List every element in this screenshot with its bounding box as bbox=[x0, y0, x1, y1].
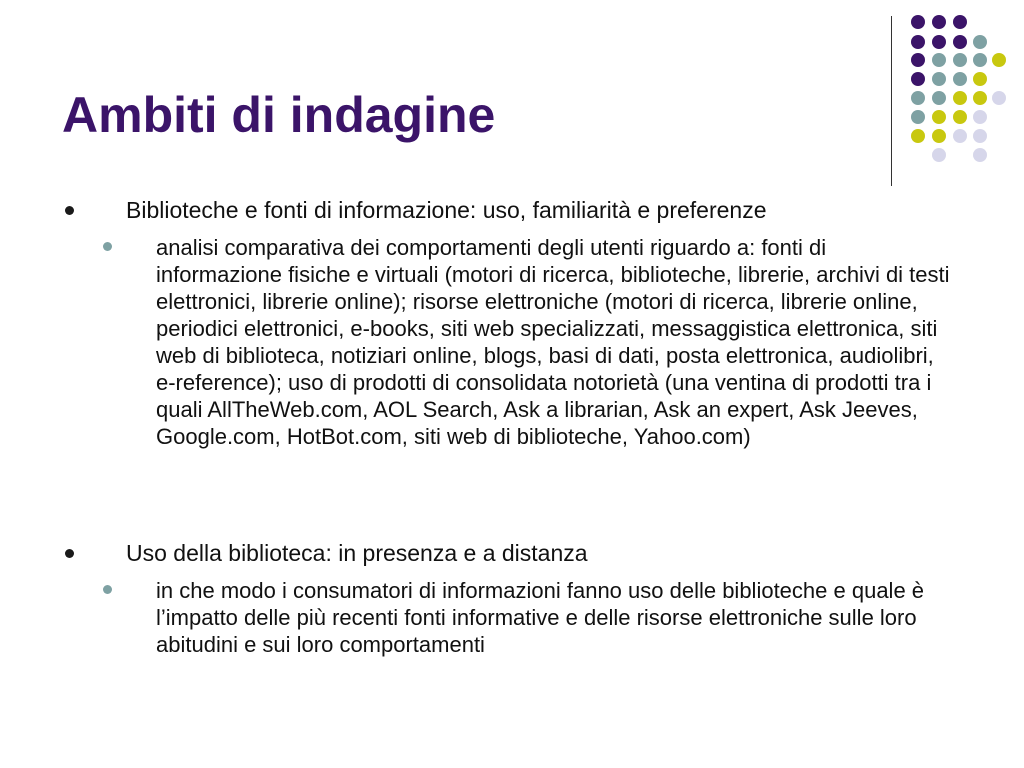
purple-dot bbox=[911, 53, 925, 67]
purple-dot bbox=[953, 35, 967, 49]
bullet-dot bbox=[65, 549, 74, 558]
lavender-dot bbox=[932, 148, 946, 162]
lavender-dot bbox=[992, 91, 1006, 105]
dot-grid-decoration bbox=[0, 0, 1024, 200]
lime-dot bbox=[953, 91, 967, 105]
lime-dot bbox=[932, 129, 946, 143]
teal-dot bbox=[973, 35, 987, 49]
lime-dot bbox=[973, 91, 987, 105]
purple-dot bbox=[932, 35, 946, 49]
lime-dot bbox=[992, 53, 1006, 67]
purple-dot bbox=[953, 15, 967, 29]
teal-dot bbox=[953, 72, 967, 86]
sub-bullet-item bbox=[156, 234, 956, 450]
teal-dot bbox=[973, 53, 987, 67]
sub-bullet-dot bbox=[103, 242, 112, 251]
lime-dot bbox=[911, 129, 925, 143]
sub-bullet-text: analisi comparativa dei comportamenti degli utenti riguardo a: fonti di informazione fisiche e virtuali (motori di ricerca, biblioteche, librerie, archivi di testi elettronici, librerie online); risorse elettroniche (motori di ricerca, librerie online, periodici elettronici, e-books, siti web specializzati, messaggistica elettronica, siti web di biblioteca, notiziari online, blogs, basi di dati, posta elettronica, audiolibri, e-reference); uso di prodotti di consolidata notorietà (una ventina di prodotti tra i quali AllTheWeb.com, AOL Search, Ask a librarian, Ask an expert, Ask Jeeves, Google.com, HotBot.com, siti web di biblioteche, Yahoo.com) bbox=[156, 235, 950, 449]
bullet-text: Uso della biblioteca: in presenza e a distanza bbox=[126, 540, 588, 566]
sub-bullet-dot bbox=[103, 585, 112, 594]
teal-dot bbox=[953, 53, 967, 67]
purple-dot bbox=[911, 35, 925, 49]
lavender-dot bbox=[973, 110, 987, 124]
purple-dot bbox=[911, 72, 925, 86]
lavender-dot bbox=[953, 129, 967, 143]
bullet-text: Biblioteche e fonti di informazione: uso, familiarità e preferenze bbox=[126, 197, 767, 223]
lime-dot bbox=[932, 110, 946, 124]
slide-title: Ambiti di indagine bbox=[62, 87, 496, 143]
teal-dot bbox=[932, 72, 946, 86]
teal-dot bbox=[932, 53, 946, 67]
bullet-item bbox=[126, 540, 986, 566]
purple-dot bbox=[911, 15, 925, 29]
purple-dot bbox=[932, 15, 946, 29]
sub-bullet-text: in che modo i consumatori di informazioni fanno uso delle biblioteche e quale è l’impatto delle più recenti fonti informative e delle risorse elettroniche sulle loro abitudini e sui loro comportamenti bbox=[156, 578, 925, 657]
teal-dot bbox=[911, 110, 925, 124]
sub-bullet-item bbox=[156, 577, 956, 658]
bullet-item bbox=[126, 197, 986, 223]
lime-dot bbox=[973, 72, 987, 86]
lavender-dot bbox=[973, 148, 987, 162]
lime-dot bbox=[953, 110, 967, 124]
lavender-dot bbox=[973, 129, 987, 143]
bullet-dot bbox=[65, 206, 74, 215]
teal-dot bbox=[911, 91, 925, 105]
teal-dot bbox=[932, 91, 946, 105]
